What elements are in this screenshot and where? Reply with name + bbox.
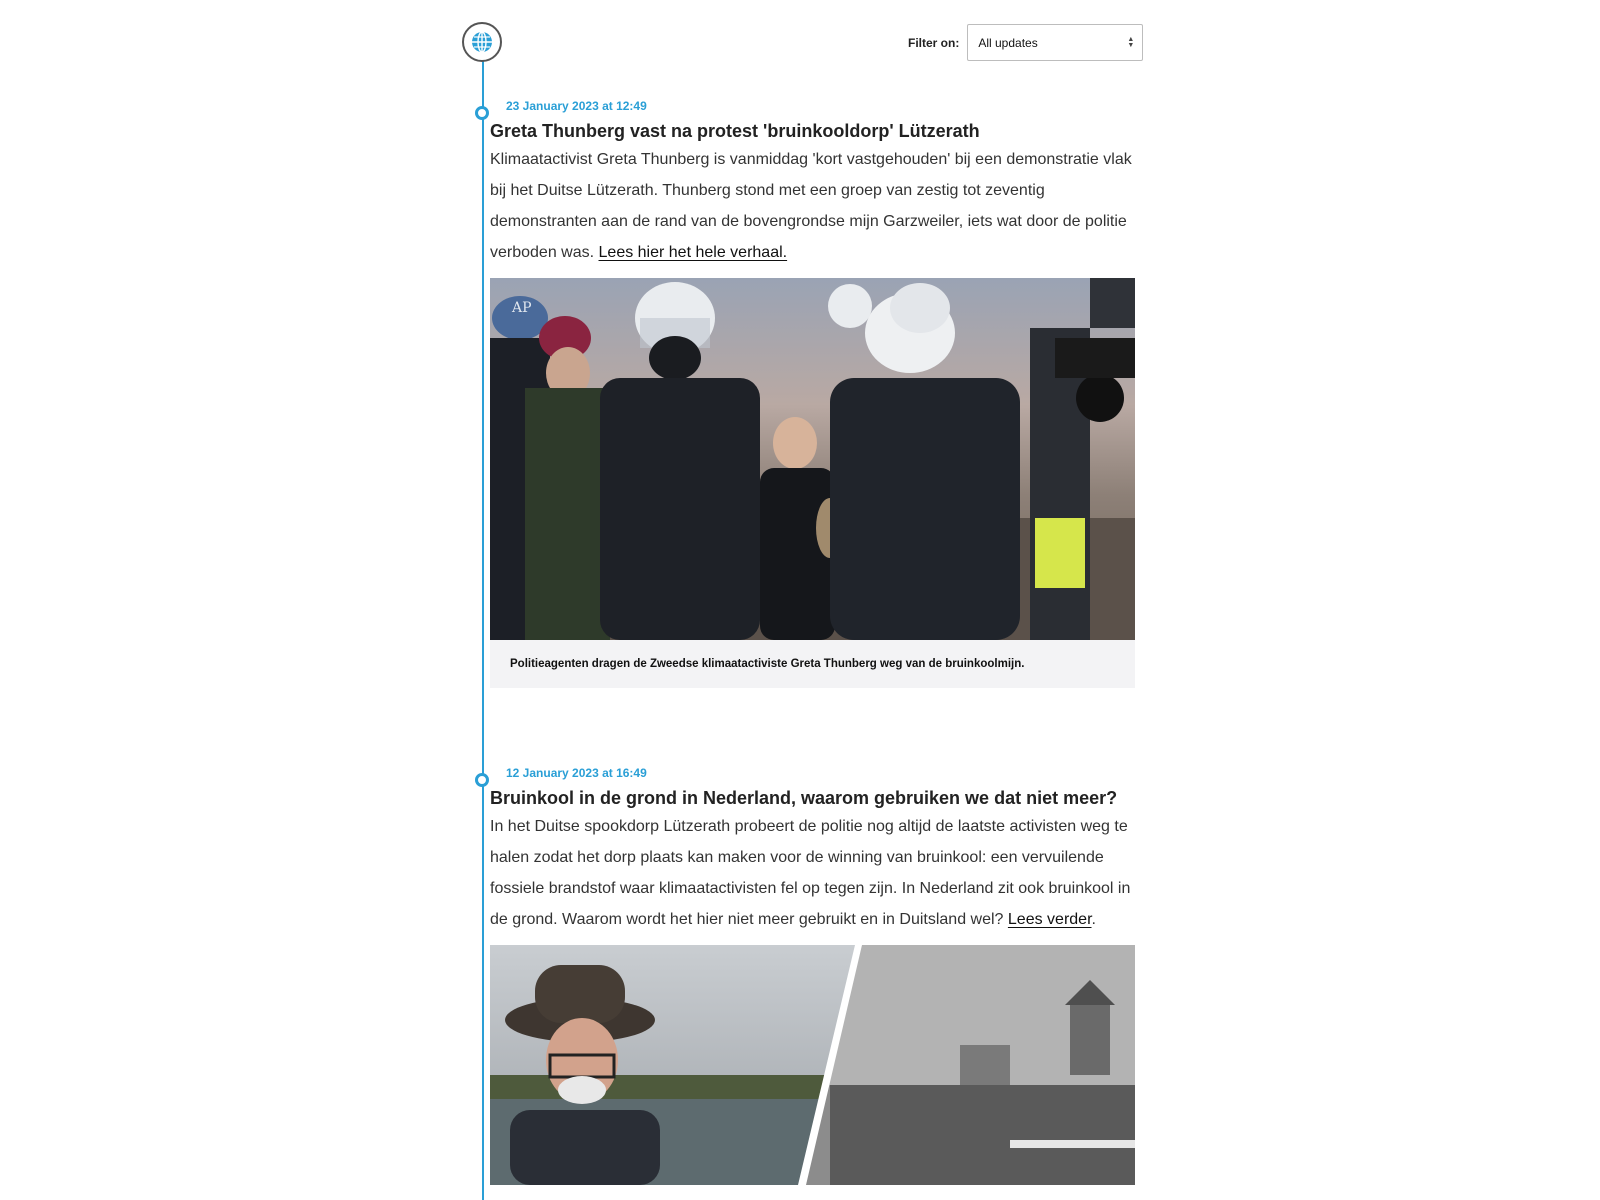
globe-badge xyxy=(462,22,502,62)
photo-watermark: AP xyxy=(512,300,532,316)
post-body-end: . xyxy=(1091,911,1096,928)
post-body xyxy=(490,811,1140,935)
filter-selected-value: All updates xyxy=(978,35,1038,50)
timeline-dot xyxy=(475,773,489,787)
photo-caption: Politieagenten dragen de Zweedse klimaatactiviste Greta Thunberg weg van de bruinkoolmijn. xyxy=(490,640,1135,688)
globe-icon xyxy=(471,31,493,53)
post-title: Greta Thunberg vast na protest 'bruinkooldorp' Lützerath xyxy=(490,121,980,141)
filter-bar xyxy=(908,24,1143,61)
timeline-post xyxy=(490,765,1150,1185)
select-arrows-icon: ▲ ▼ xyxy=(1127,35,1135,49)
post-date: 12 January 2023 at 16:49 xyxy=(506,766,647,780)
protest-photo xyxy=(490,278,1135,640)
split-photo xyxy=(490,945,1135,1185)
post-date: 23 January 2023 at 12:49 xyxy=(506,99,647,113)
post-title: Bruinkool in de grond in Nederland, waarom gebruiken we dat niet meer? xyxy=(490,788,1118,808)
filter-label: Filter on: xyxy=(908,35,960,50)
post-photo xyxy=(490,945,1135,1185)
timeline-dot xyxy=(475,106,489,120)
post-body-text: In het Duitse spookdorp Lützerath probeert de politie nog altijd de laatste activisten weg te halen zodat het dorp plaats kan maken voor de winning van bruinkool: een vervuilende fossiele brandstof waar klimaatactivisten fel op tegen zijn. In Nederland zit ook bruinkool in de grond. Waarom wordt het hier niet meer gebruikt en in Duitsland wel? xyxy=(490,818,1131,928)
post-body xyxy=(490,144,1140,268)
timeline-post xyxy=(490,98,1150,688)
timeline-line xyxy=(482,58,484,1200)
read-full-story-link[interactable]: Lees hier het hele verhaal. xyxy=(598,244,788,261)
read-more-link[interactable]: Lees verder xyxy=(1007,911,1092,928)
post-photo xyxy=(490,278,1135,640)
post-body-text: Klimaatactivist Greta Thunberg is vanmiddag 'kort vastgehouden' bij een demonstratie vlak bij het Duitse Lützerath. Thunberg stond met een groep van zestig tot zeventig demonstranten aan de rand van de bovengrondse mijn Garzweiler, iets wat door de politie verboden was. xyxy=(490,151,1132,261)
filter-select[interactable] xyxy=(967,24,1143,61)
